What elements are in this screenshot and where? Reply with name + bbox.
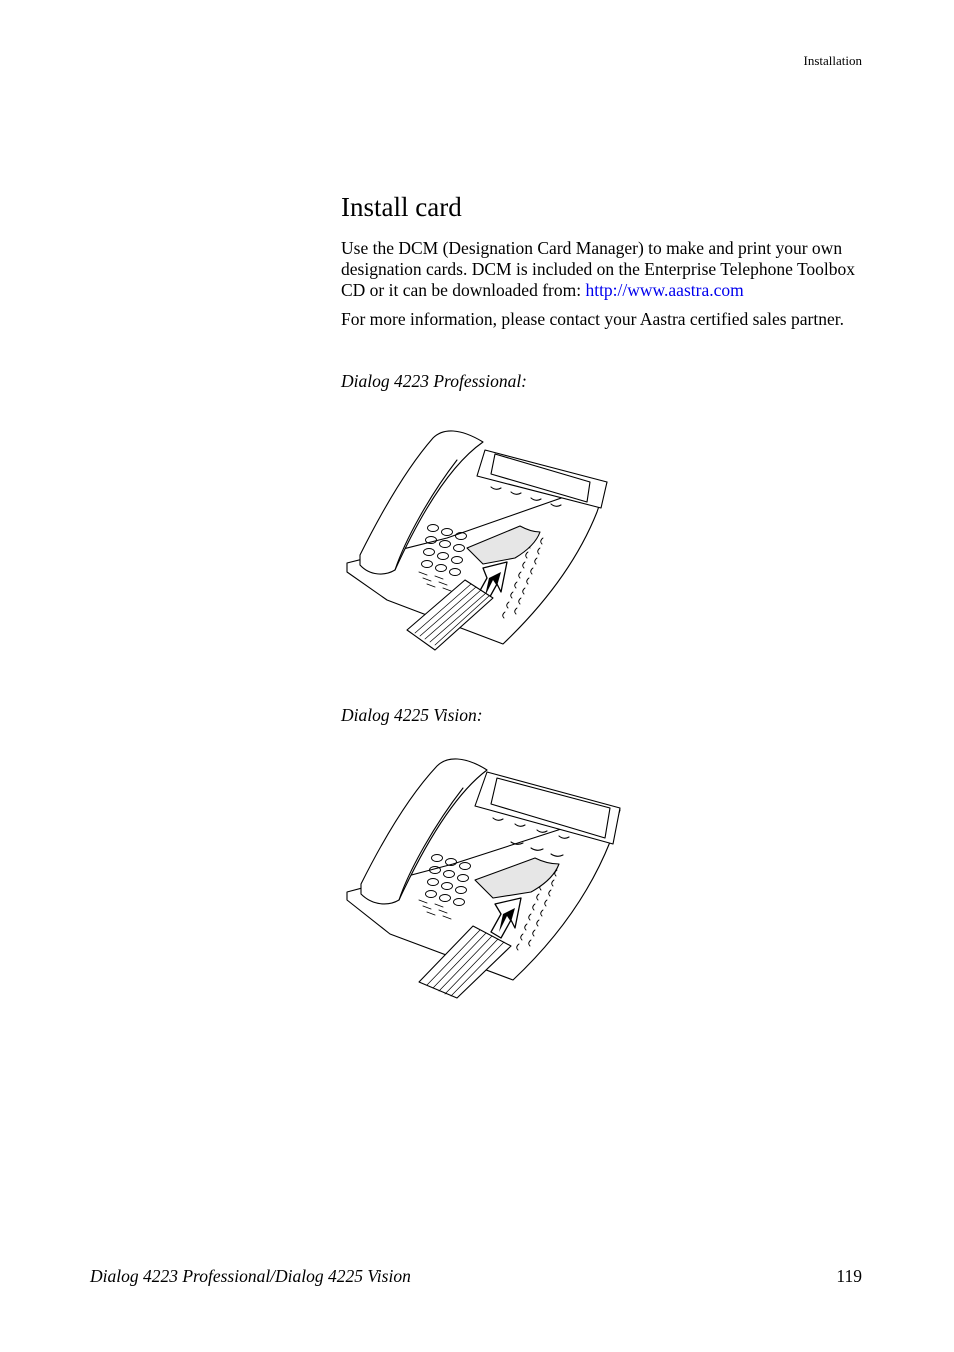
phone-4225-illustration — [335, 752, 630, 1000]
intro-paragraph — [341, 238, 871, 301]
aastra-link[interactable]: http://www.aastra.com — [585, 280, 744, 300]
figure-caption-4225: Dialog 4225 Vision: — [341, 705, 483, 725]
section-title: Install card — [341, 192, 462, 222]
figure-caption-4223: Dialog 4223 Professional: — [341, 371, 528, 391]
running-head: Installation — [803, 53, 862, 68]
intro-text: Use the DCM (Designation Card Manager) to make and print your own designation cards. DCM is included on the Enterprise Telephone Toolbox CD or it can be downloaded from: — [341, 238, 856, 300]
page-number: 119 — [836, 1266, 862, 1286]
contact-paragraph: For more information, please contact your Aastra certified sales partner. — [341, 309, 844, 329]
footer-title: Dialog 4223 Professional/Dialog 4225 Vision — [90, 1266, 411, 1286]
phone-4223-illustration — [335, 420, 615, 660]
